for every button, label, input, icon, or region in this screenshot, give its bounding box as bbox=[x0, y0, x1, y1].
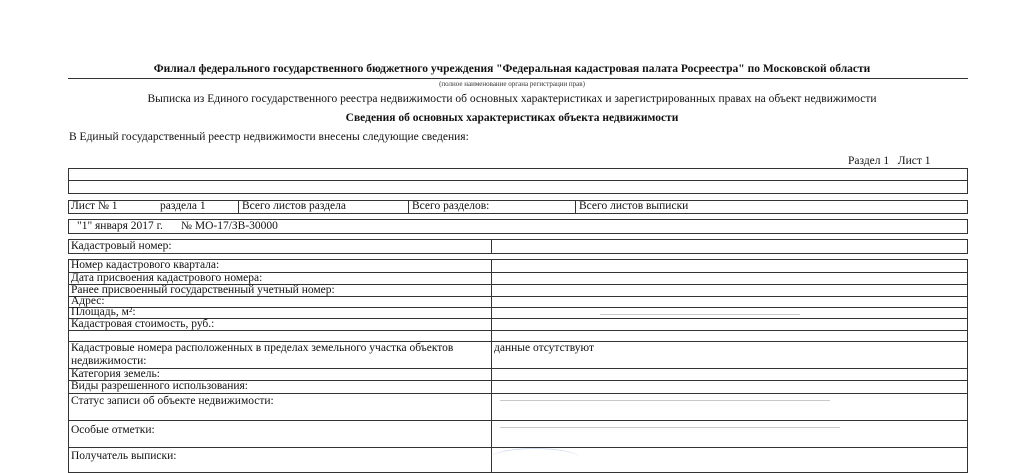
cadastral-number-label: Кадастровый номер: bbox=[71, 240, 172, 252]
field-label-record-status: Статус записи об объекте недвижимости: bbox=[71, 395, 274, 407]
redacted-value bbox=[600, 314, 800, 315]
fields-column-divider bbox=[491, 259, 492, 473]
field-label-recipient: Получатель выписки: bbox=[71, 450, 177, 462]
redacted-value bbox=[500, 400, 830, 401]
field-label-permitted-use: Виды разрешенного использования: bbox=[71, 380, 248, 392]
field-value-located-objects: данные отсутствуют bbox=[494, 342, 594, 354]
row-divider bbox=[68, 368, 968, 369]
organization-name: Филиал федерального государственного бюджетного учреждения "Федеральная кадастровая палата Росреестра" по Московской области bbox=[153, 63, 871, 75]
cadastral-number-row bbox=[68, 239, 968, 254]
stamp-impression bbox=[490, 448, 580, 469]
field-label-cost: Кадастровая стоимость, руб.: bbox=[71, 318, 215, 330]
redacted-value bbox=[500, 427, 840, 428]
sheet-number: Лист № 1 bbox=[71, 200, 118, 212]
sheet-divider-3 bbox=[575, 200, 576, 214]
field-label-land-category: Категория земель: bbox=[71, 368, 160, 380]
row-divider bbox=[68, 296, 968, 297]
field-label-address: Адрес: bbox=[71, 295, 105, 307]
field-label-assign-date: Дата присвоения кадастрового номера: bbox=[71, 272, 263, 284]
row-divider bbox=[68, 393, 968, 394]
blank-header-divider bbox=[68, 180, 968, 181]
total-sections: Всего разделов: bbox=[412, 200, 490, 212]
field-label-located-objects-cont: недвижимости: bbox=[71, 355, 147, 367]
extract-date: "1" января 2017 г. bbox=[77, 220, 163, 232]
sheet-section: раздела 1 bbox=[160, 200, 206, 212]
field-label-special-marks: Особые отметки: bbox=[71, 424, 155, 436]
intro-text: В Единый государственный реестр недвижимости внесены следующие сведения: bbox=[69, 131, 469, 143]
organization-underline bbox=[68, 78, 968, 79]
field-label-area: Площадь, м²: bbox=[71, 306, 136, 318]
section-title: Сведения об основных характеристиках объекта недвижимости bbox=[345, 112, 679, 124]
sheet-divider-2 bbox=[408, 200, 409, 214]
field-label-previous-number: Ранее присвоенный государственный учетный номер: bbox=[71, 284, 335, 296]
extract-number: № МО-17/ЗВ-30000 bbox=[181, 220, 278, 232]
total-sheets-section: Всего листов раздела bbox=[242, 200, 346, 212]
sheet-divider-1 bbox=[238, 200, 239, 214]
row-divider bbox=[68, 307, 968, 308]
cadastral-number-divider bbox=[491, 239, 492, 254]
row-divider bbox=[68, 420, 968, 421]
row-divider bbox=[68, 330, 968, 331]
extract-title: Выписка из Единого государственного реестра недвижимости об основных характеристиках и зарегистрированных правах на объект недвижимости bbox=[147, 93, 877, 105]
field-label-located-objects: Кадастровые номера расположенных в пределах земельного участка объектов bbox=[71, 342, 454, 354]
field-label-quarter: Номер кадастрового квартала: bbox=[71, 259, 220, 271]
total-sheets-extract: Всего листов выписки bbox=[579, 200, 689, 212]
section-reference: Раздел 1 Лист 1 bbox=[848, 155, 931, 167]
blank-header-box bbox=[68, 168, 968, 194]
organization-caption: (полное наименование органа регистрации прав) bbox=[439, 80, 585, 88]
